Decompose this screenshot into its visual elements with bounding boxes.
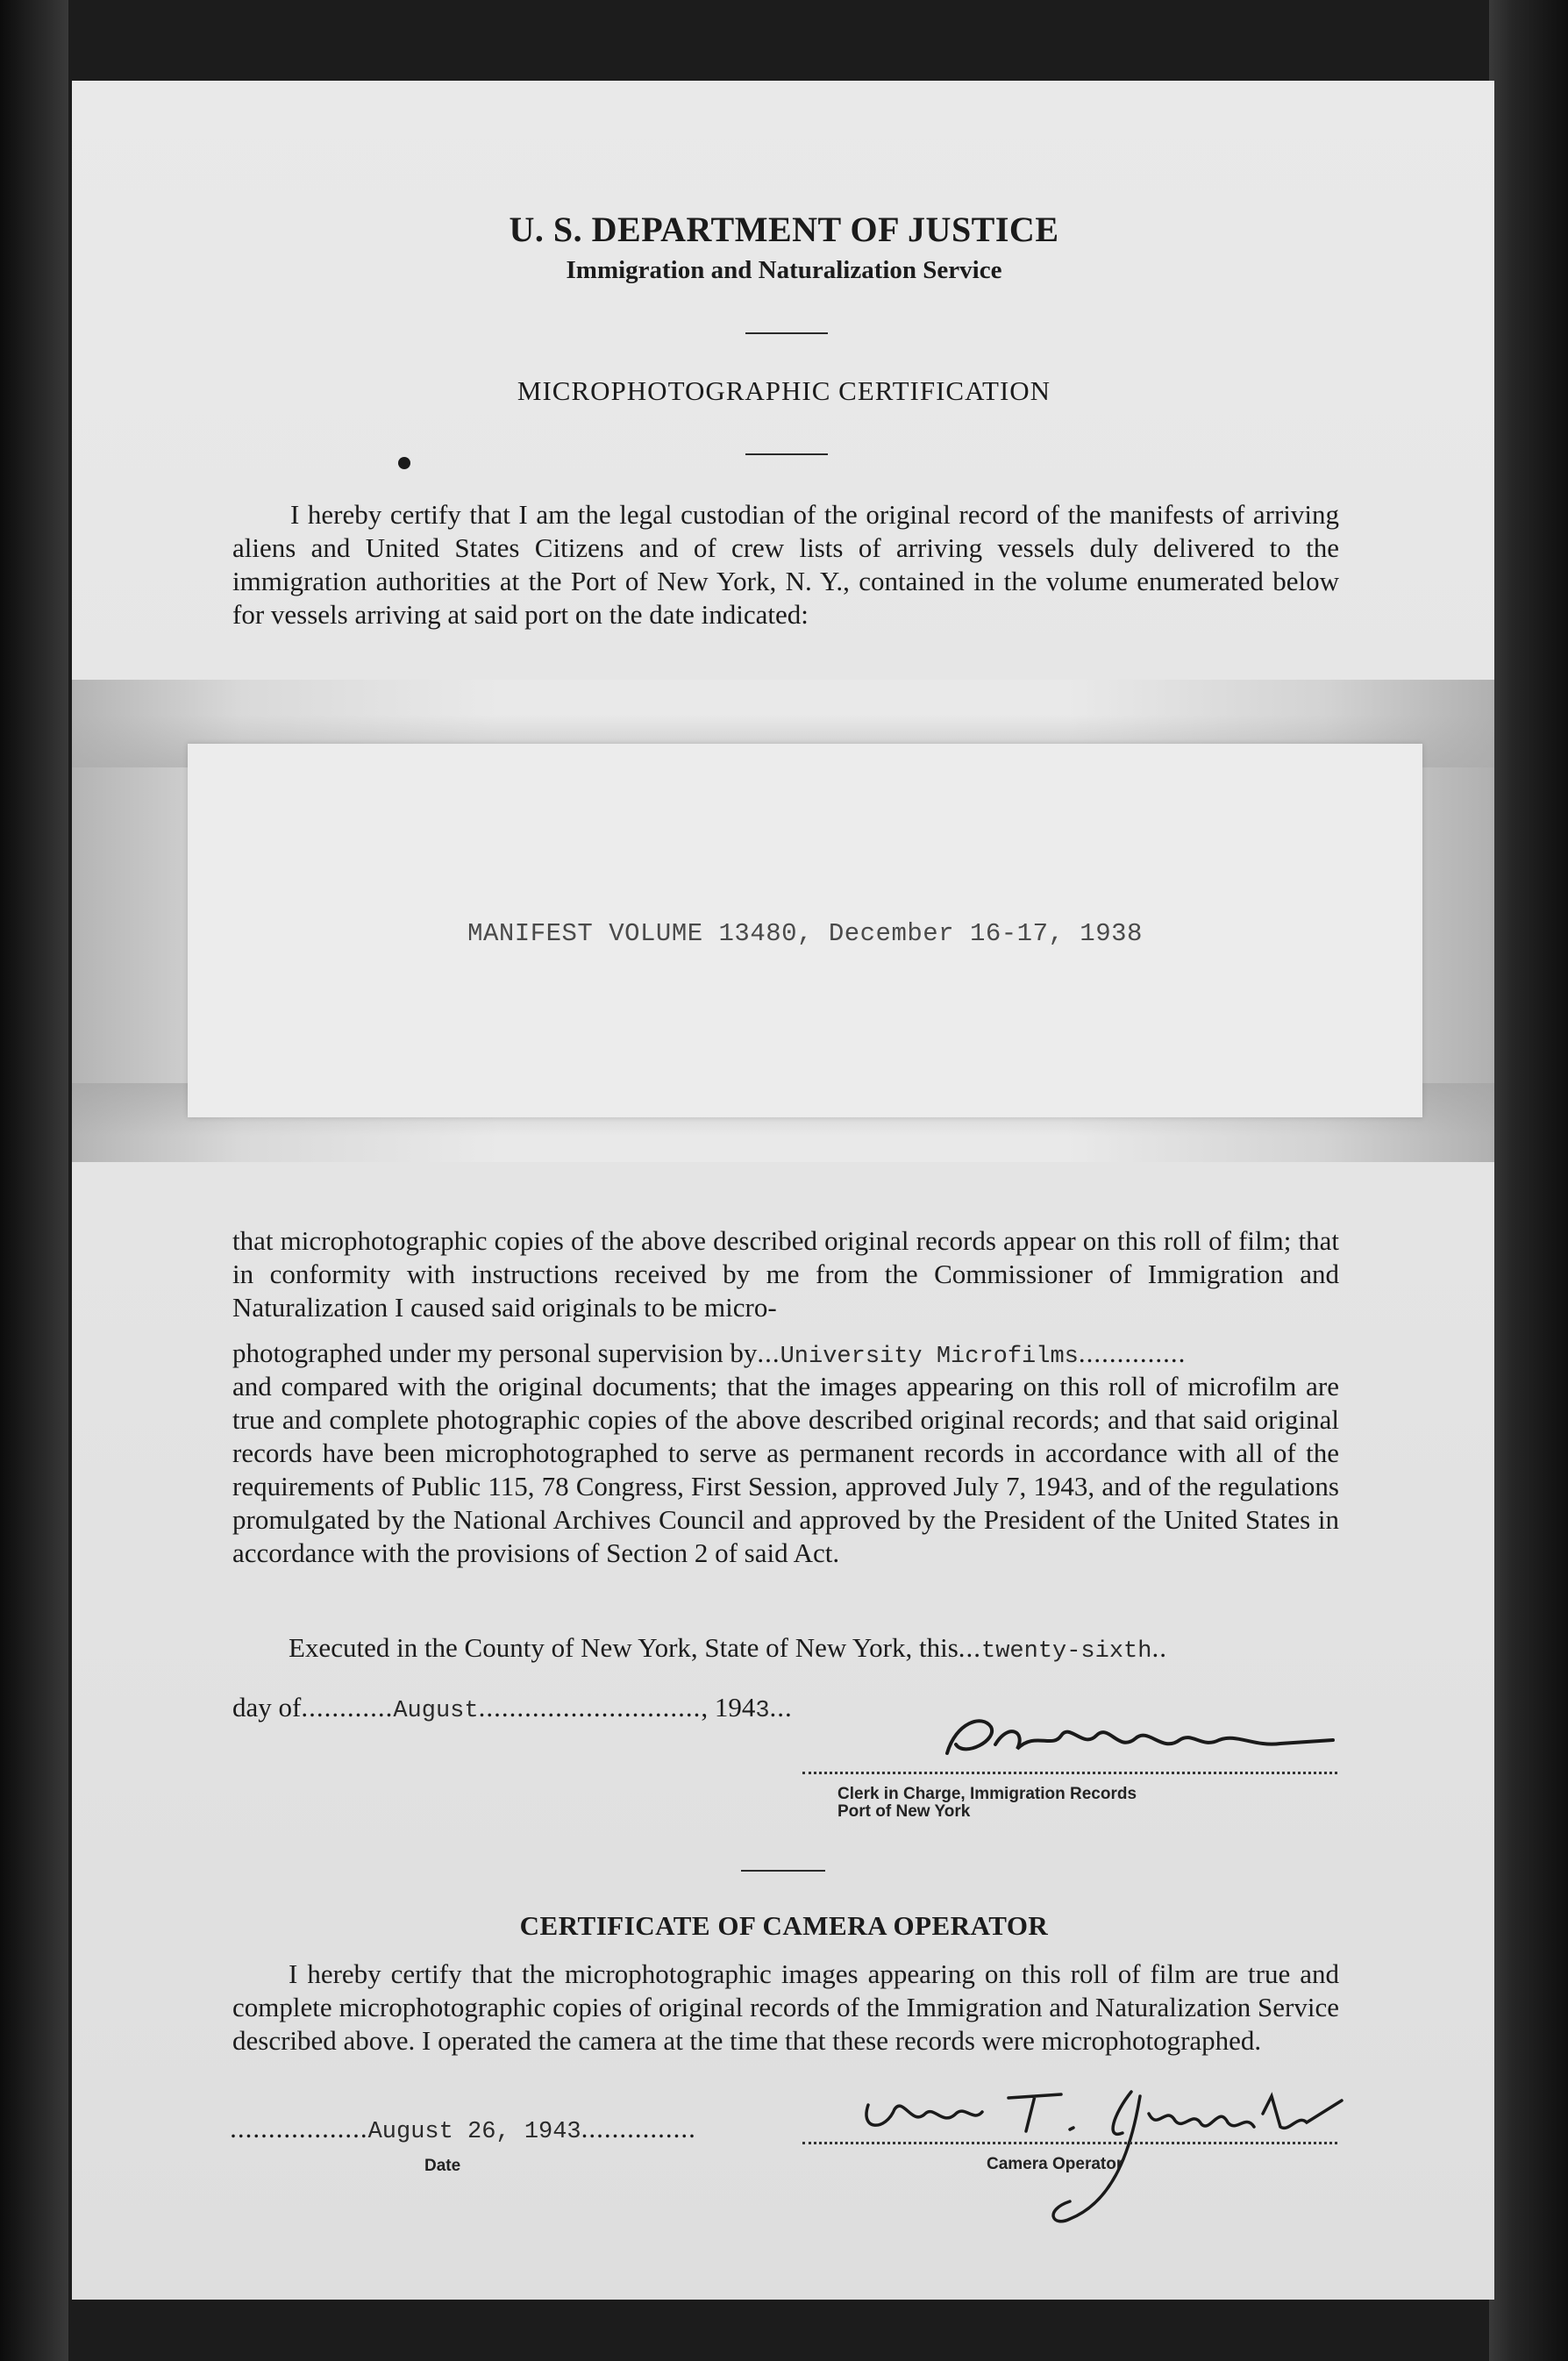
executed-prefix: Executed in the County of New York, State of New York, this	[289, 1632, 959, 1663]
camera-operator-paragraph: I hereby certify that the microphotographic images appearing on this roll of film are true and complete microphotographic copies of original records of the Immigration and Naturalization Service described above. I operated the camera at the time that these records were microphotographed.	[232, 1958, 1339, 2056]
operator-signature	[851, 2079, 1377, 2228]
clerk-port: Port of New York	[837, 1802, 971, 1821]
clerk-signature-line	[802, 1772, 1337, 1774]
supervision-line: photographed under my personal supervision by...University Microfilms..............	[232, 1337, 1187, 1370]
intro-paragraph: I hereby certify that I am the legal custodian of the original record of the manifests of arriving aliens and United States Citizens and of crew lists of arriving vessels duly delivered to the immigration authorities at the Port of New York, N. Y., contained in the volume enumerated below for vessels arriving at said port on the date indicated:	[232, 499, 1339, 630]
month: August	[393, 1698, 479, 1724]
body-paragraph-2: and compared with the original documents; that the images appearing on this roll of microfilm are true and complete photographic copies of the above described original records; and that said original records have been microphotographed to serve as permanent records in accordance with all of the requirements of Public 115, 78 Congress, First Session, approved July 7, 1943, and of the regulations promulgated by the National Archives Council and approved by the President of the United States in accordance with the provisions of Section 2 of said Act.	[232, 1371, 1339, 1568]
date-line: ..................August 26, 1943...............	[230, 2113, 696, 2145]
year-digit: 3	[755, 1698, 770, 1724]
camera-operator-title: CERTIFICATE OF CAMERA OPERATOR	[519, 1910, 1049, 1941]
operator-label: Camera Operator	[987, 2155, 1123, 2173]
supervisor-name: University Microfilms	[780, 1344, 1079, 1370]
divider	[745, 332, 828, 334]
film-border-right	[1489, 0, 1568, 2361]
divider	[741, 1870, 825, 1872]
year-prefix: , 194	[701, 1692, 756, 1723]
divider	[745, 453, 828, 455]
agency-heading: U. S. DEPARTMENT OF JUSTICE	[509, 210, 1059, 249]
body-paragraph-1: that microphotographic copies of the above described original records appear on this roll of film; that in conformity with instructions received by me from the Commissioner of Immigration and Naturalization I caused said originals to be micro-	[232, 1225, 1339, 1323]
clerk-signature	[930, 1705, 1342, 1766]
operator-signature-line	[802, 2142, 1337, 2144]
manifest-slip	[188, 744, 1422, 1117]
ink-dot	[398, 457, 410, 469]
day-of-line: day of............August............................., 1943...	[232, 1692, 793, 1724]
date-label: Date	[424, 2157, 461, 2175]
manifest-volume: MANIFEST VOLUME 13480, December 16-17, 1938	[467, 919, 1143, 948]
executed-line: Executed in the County of New York, State of New York, this...twenty-sixth..	[289, 1632, 1167, 1665]
supervision-prefix: photographed under my personal supervision by	[232, 1337, 758, 1368]
film-border-left	[0, 0, 68, 2361]
day-of-prefix: day of	[232, 1692, 302, 1723]
operator-date: August 26, 1943	[367, 2119, 581, 2145]
executed-day: twenty-sixth	[981, 1638, 1152, 1665]
service-subheading: Immigration and Naturalization Service	[566, 256, 1002, 284]
clerk-title: Clerk in Charge, Immigration Records	[837, 1785, 1137, 1803]
certification-title: MICROPHOTOGRAPHIC CERTIFICATION	[517, 375, 1051, 406]
